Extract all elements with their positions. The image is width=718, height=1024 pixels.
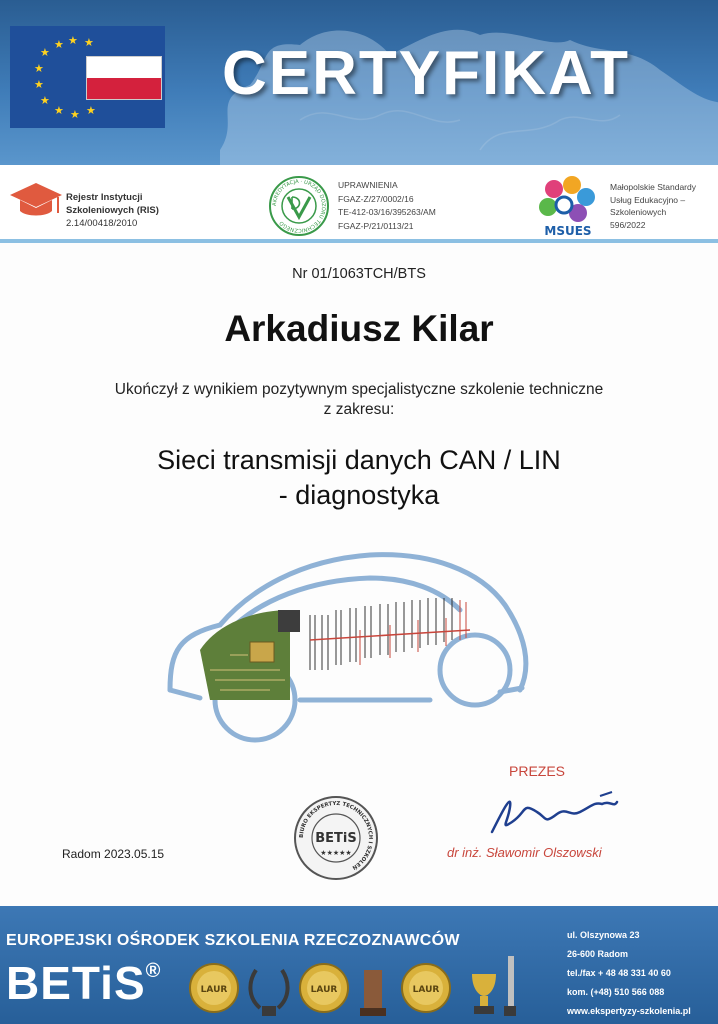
recipient-name: Arkadiusz Kilar — [224, 308, 494, 349]
msues-line1: Małopolskie Standardy — [610, 182, 696, 192]
course-title — [0, 443, 718, 513]
footer-organization: EUROPEJSKI OŚRODEK SZKOLENIA RZECZOZNAWCÓW — [6, 932, 460, 949]
header-banner — [0, 0, 718, 165]
description-line1: Ukończył z wynikiem pozytywnym specjalistyczne szkolenie techniczne — [114, 381, 604, 398]
svg-text:★: ★ — [34, 62, 44, 75]
contact-address: ul. Olszynowa 23 — [567, 930, 640, 940]
trophy-wreath-icon — [250, 970, 287, 1016]
certificate-title: CERTYFIKAT — [222, 39, 631, 108]
signer-role: PREZES — [509, 763, 566, 779]
svg-text:★: ★ — [54, 38, 64, 51]
laur-medal-icon — [300, 964, 348, 1012]
eu-flag — [10, 26, 165, 128]
msues-logo — [532, 173, 604, 239]
graduation-cap-icon — [8, 179, 64, 223]
seal-stars-icon: ★★★★★ — [320, 849, 352, 857]
msues-line2: Usług Edukacyjno – — [610, 194, 686, 205]
signal-waveform-graphic — [310, 598, 470, 670]
award-label: LAUR — [412, 985, 440, 995]
award-label: LAUR — [200, 985, 228, 995]
trophy-cup-icon — [472, 974, 496, 1014]
footer-banner — [0, 906, 718, 1024]
seal-center-text: BETiS — [315, 831, 357, 846]
betis-seal-stamp — [293, 795, 379, 881]
awards-row — [186, 956, 516, 1020]
svg-text:★: ★ — [40, 94, 50, 107]
statuette-icon — [360, 970, 386, 1016]
footer-brand-name: BETiS — [6, 957, 146, 1009]
svg-text:★: ★ — [70, 108, 80, 121]
trophy-tall-icon — [504, 956, 516, 1016]
car-circuit-illustration — [160, 540, 540, 755]
uprawnienia-info — [338, 179, 436, 233]
svg-text:★: ★ — [84, 36, 94, 49]
contact-website: www.ekspertyzy-szkolenia.pl — [567, 1006, 691, 1016]
uprawnienia-item: FGAZ-Z/27/0002/16 — [338, 193, 414, 204]
msues-logo-text: MSUES — [544, 224, 592, 238]
footer-brand-logo — [6, 956, 161, 1010]
course-line1: Sieci transmisji danych CAN / LIN — [157, 445, 561, 475]
contact-phone: tel./fax + 48 48 331 40 60 — [567, 968, 671, 978]
place-and-date: Radom 2023.05.15 — [62, 847, 165, 861]
ris-registry-info — [66, 191, 159, 230]
svg-text:★: ★ — [54, 104, 64, 117]
footer-brand-mark: ® — [145, 960, 162, 982]
award-label: LAUR — [310, 985, 338, 995]
accreditation-strip — [0, 165, 718, 243]
certificate-number: Nr 01/1063TCH/BTS — [292, 266, 426, 282]
udt-accreditation-seal-icon — [268, 175, 330, 237]
uprawnienia-item: TE-412-03/16/395263/AM — [338, 207, 436, 217]
msues-line3: Szkoleniowych — [610, 207, 667, 217]
course-line2: - diagnostyka — [278, 480, 440, 510]
poland-flag — [86, 56, 162, 100]
signer-name: dr inż. Sławomir Olszowski — [447, 845, 602, 860]
seal-ring-text: AKREDYTACJA · URZĄD DOZORU TECHNICZNEGO — [271, 178, 327, 234]
ris-line1: Rejestr Instytucji — [66, 192, 143, 203]
uprawnienia-item: FGAZ-P/21/0113/21 — [338, 220, 414, 231]
svg-text:★: ★ — [40, 46, 50, 59]
svg-text:★: ★ — [86, 104, 96, 117]
laur-medal-icon — [402, 964, 450, 1012]
seal-ring-text: BIURO EKSPERTYZ TECHNICZNYCH I SZKOLEŃ — [298, 800, 374, 871]
ris-number: 2.14/00418/2010 — [66, 218, 138, 229]
description-line2: z zakresu: — [323, 401, 395, 418]
uprawnienia-title: UPRAWNIENIA — [338, 180, 398, 190]
msues-number: 596/2022 — [610, 219, 646, 230]
completion-description — [0, 380, 718, 420]
handwritten-signature — [482, 782, 622, 842]
circuit-board-graphic — [200, 610, 300, 700]
msues-info — [610, 181, 696, 231]
ris-line2: Szkoleniowych (RIS) — [66, 205, 159, 216]
svg-text:★: ★ — [34, 78, 44, 91]
footer-contact — [567, 926, 691, 1021]
contact-city: 26-600 Radom — [567, 949, 629, 959]
laur-medal-icon — [190, 964, 238, 1012]
svg-text:★: ★ — [68, 34, 78, 47]
contact-mobile: kom. (+48) 510 566 088 — [567, 987, 665, 997]
